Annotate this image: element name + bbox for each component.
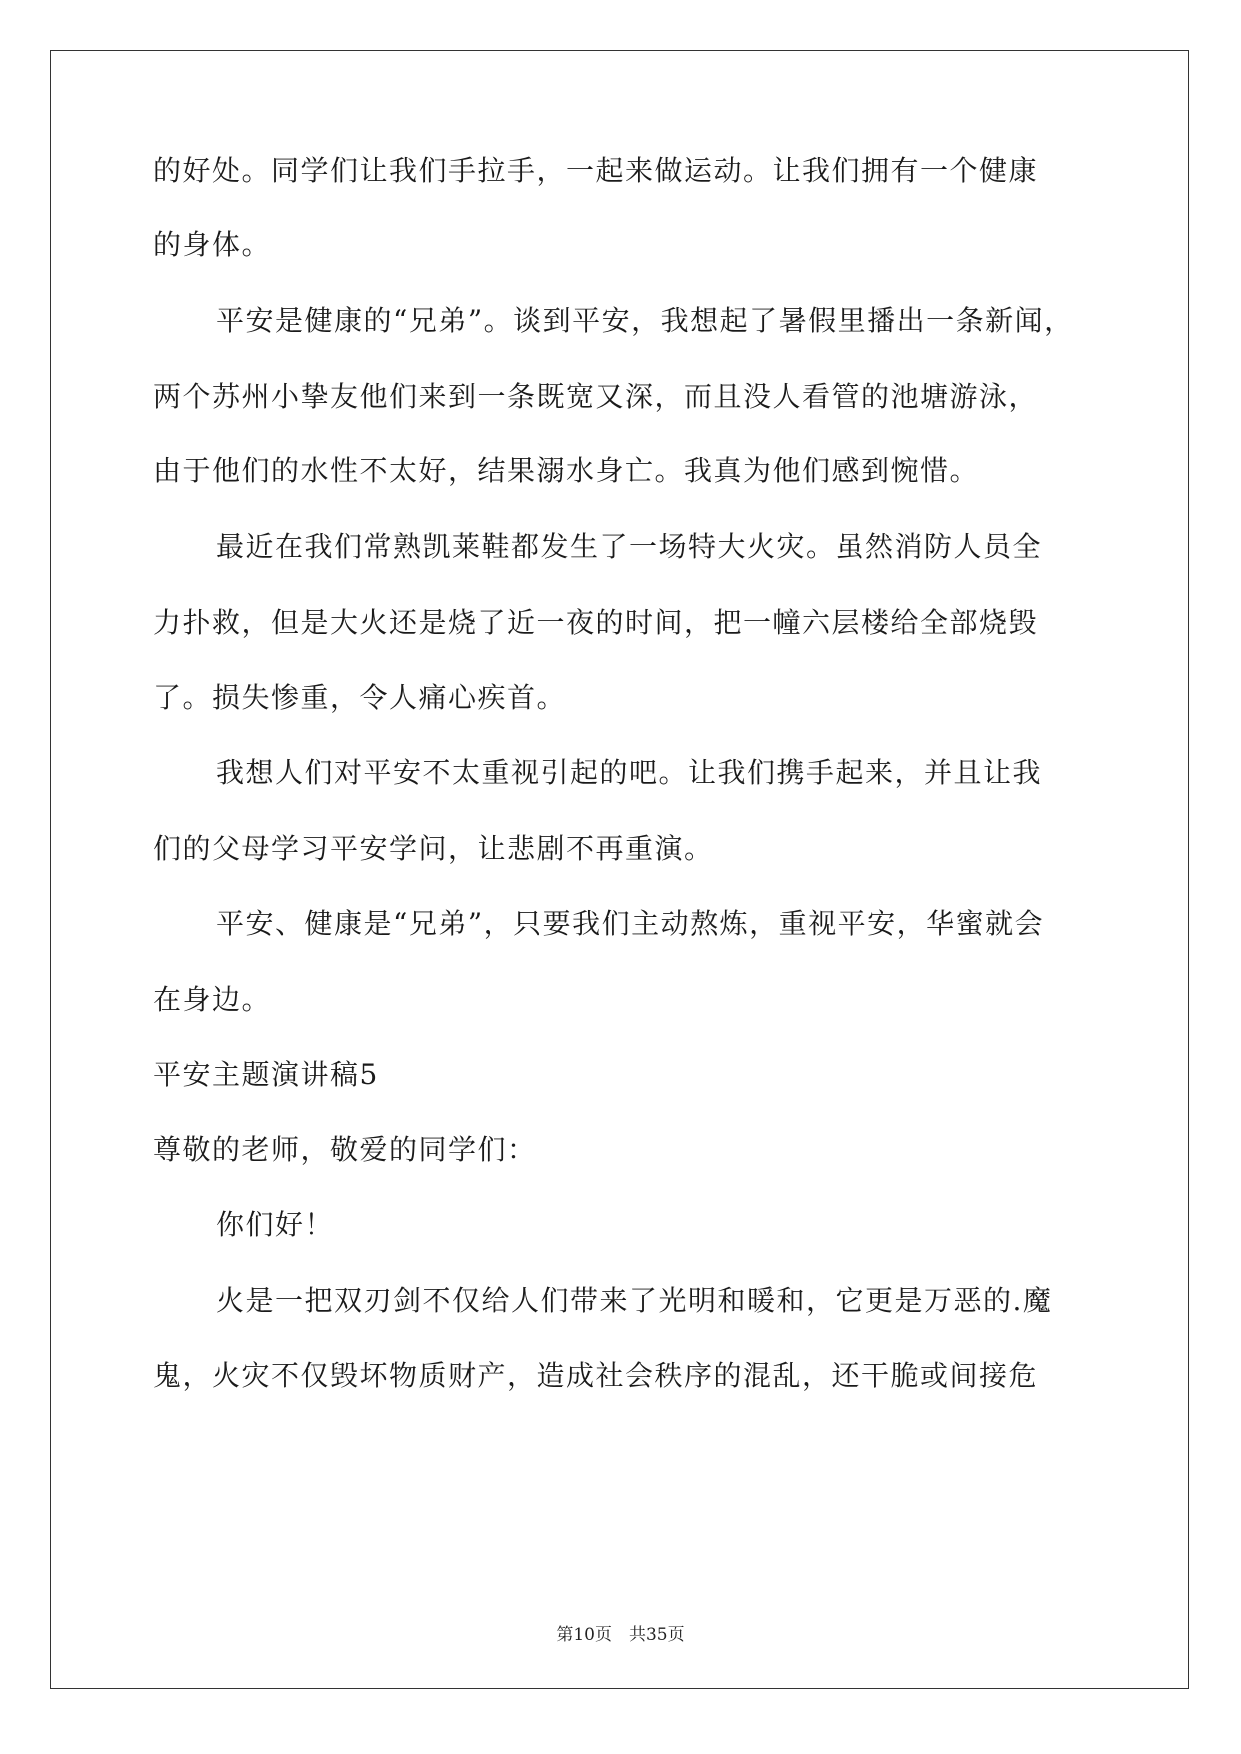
greeting: 你们好！	[216, 1208, 335, 1241]
text-line: 们的父母学习平安学问，让悲剧不再重演。	[153, 832, 714, 865]
text-line: 我想人们对平安不太重视引起的吧。让我们携手起来，并且让我	[216, 756, 1043, 789]
page-border	[50, 50, 1189, 1689]
text-line: 由于他们的水性不太好，结果溺水身亡。我真为他们感到惋惜。	[153, 454, 980, 487]
salutation: 尊敬的老师，敬爱的同学们：	[153, 1133, 537, 1166]
text-line: 平安是健康的“兄弟”。谈到平安，我想起了暑假里播出一条新闻，	[216, 304, 1074, 337]
text-line: 火是一把双刃剑不仅给人们带来了光明和暖和，它更是万恶的.魔	[216, 1284, 1053, 1317]
text-line: 力扑救，但是大火还是烧了近一夜的时间，把一幢六层楼给全部烧毁	[153, 606, 1039, 639]
text-line: 两个苏州小挚友他们来到一条既宽又深，而且没人看管的池塘游泳，	[153, 380, 1039, 413]
text-line: 平安、健康是“兄弟”，只要我们主动熬炼，重视平安，华蜜就会	[216, 907, 1045, 940]
section-heading: 平安主题演讲稿5	[153, 1058, 379, 1091]
text-line: 的好处。同学们让我们手拉手，一起来做运动。让我们拥有一个健康	[153, 154, 1039, 187]
page-number: 第10页 共35页	[556, 1625, 685, 1645]
text-line: 的身体。	[153, 228, 272, 261]
page-footer	[0, 1625, 1241, 1645]
text-line: 在身边。	[153, 983, 272, 1016]
text-line: 鬼，火灾不仅毁坏物质财产，造成社会秩序的混乱，还干脆或间接危	[153, 1359, 1039, 1392]
text-line: 最近在我们常熟凯莱鞋都发生了一场特大火灾。虽然消防人员全	[216, 530, 1043, 563]
text-line: 了。损失惨重，令人痛心疾首。	[153, 681, 567, 714]
